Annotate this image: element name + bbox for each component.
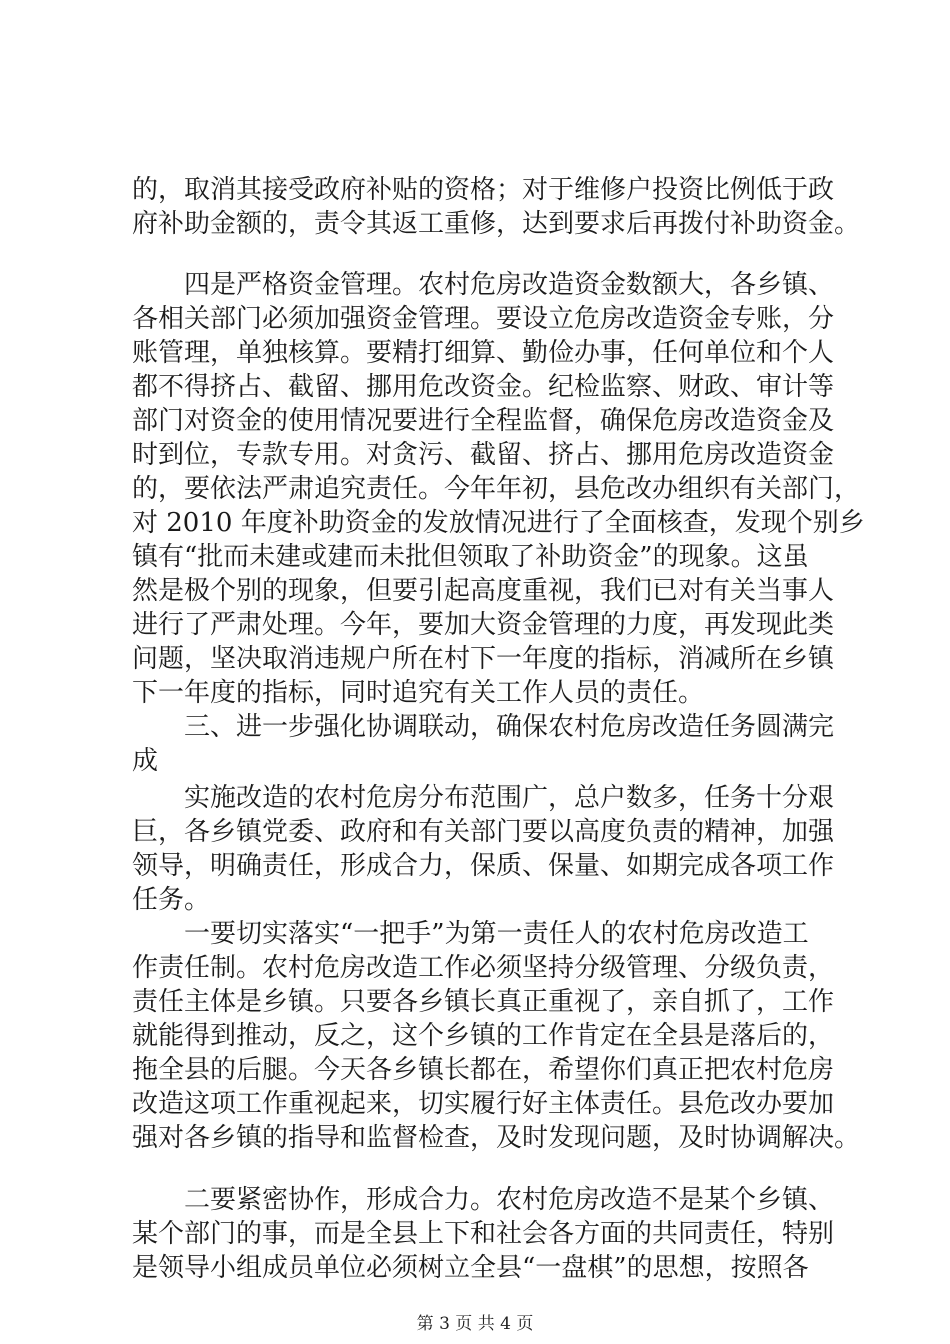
text-line: 任务。 (132, 885, 211, 915)
text-line: 进行了严肃处理。今年，要加大资金管理的力度，再发现此类 (132, 610, 835, 640)
paragraph-start-line: 四是严格资金管理。农村危房改造资金数额大，各乡镇、 (184, 270, 835, 300)
text-line: 作责任制。农村危房改造工作必须坚持分级管理、分级负责， (132, 953, 835, 983)
paragraph-start-line: 实施改造的农村危房分布范围广，总户数多，任务十分艰 (184, 783, 835, 813)
text-line: 领导，明确责任，形成合力，保质、保量、如期完成各项工作 (132, 851, 835, 881)
text-line: 是领导小组成员单位必须树立全县“一盘棋”的思想，按照各 (132, 1253, 809, 1283)
text-line: 某个部门的事，而是全县上下和社会各方面的共同责任，特别 (132, 1219, 835, 1249)
text-line: 问题，坚决取消违规户所在村下一年度的指标，消减所在乡镇 (132, 644, 835, 674)
text-line: 对 2010 年度补助资金的发放情况进行了全面核查，发现个别乡 (132, 508, 865, 538)
text-line: 府补助金额的，责令其返工重修，达到要求后再拨付补助资金。 (132, 209, 861, 239)
text-line: 时到位，专款专用。对贪污、截留、挤占、挪用危房改造资金 (132, 440, 835, 470)
text-line: 强对各乡镇的指导和监督检查，及时发现问题，及时协调解决。 (132, 1123, 861, 1153)
text-line: 责任主体是乡镇。只要各乡镇长真正重视了，亲自抓了，工作 (132, 987, 835, 1017)
text-line: 的，取消其接受政府补贴的资格；对于维修户投资比例低于政 (132, 175, 835, 205)
text-line: 都不得挤占、截留、挪用危改资金。纪检监察、财政、审计等 (132, 372, 835, 402)
text-line: 巨，各乡镇党委、政府和有关部门要以高度负责的精神，加强 (132, 817, 835, 847)
text-line: 就能得到推动，反之，这个乡镇的工作肯定在全县是落后的， (132, 1021, 835, 1051)
section-heading-line: 成 (132, 746, 159, 776)
text-line: 各相关部门必须加强资金管理。要设立危房改造资金专账，分 (132, 304, 835, 334)
text-line: 改造这项工作重视起来，切实履行好主体责任。县危改办要加 (132, 1089, 835, 1119)
text-line: 镇有“批而未建或建而未批但领取了补助资金”的现象。这虽 (132, 542, 809, 572)
paragraph-start-line: 二要紧密协作，形成合力。农村危房改造不是某个乡镇、 (184, 1185, 835, 1215)
page-number-footer: 第 3 页 共 4 页 (416, 1314, 534, 1334)
text-line: 的，要依法严肃追究责任。今年年初，县危改办组织有关部门， (132, 474, 861, 504)
text-line: 部门对资金的使用情况要进行全程监督，确保危房改造资金及 (132, 406, 835, 436)
paragraph-start-line: 一要切实落实“一把手”为第一责任人的农村危房改造工 (184, 919, 809, 949)
text-line: 下一年度的指标，同时追究有关工作人员的责任。 (132, 678, 705, 708)
text-line: 账管理，单独核算。要精打细算、勤俭办事，任何单位和个人 (132, 338, 835, 368)
section-heading-line: 三、进一步强化协调联动，确保农村危房改造任务圆满完 (184, 712, 835, 742)
text-line: 拖全县的后腿。今天各乡镇长都在，希望你们真正把农村危房 (132, 1055, 835, 1085)
text-line: 然是极个别的现象，但要引起高度重视，我们已对有关当事人 (132, 576, 835, 606)
